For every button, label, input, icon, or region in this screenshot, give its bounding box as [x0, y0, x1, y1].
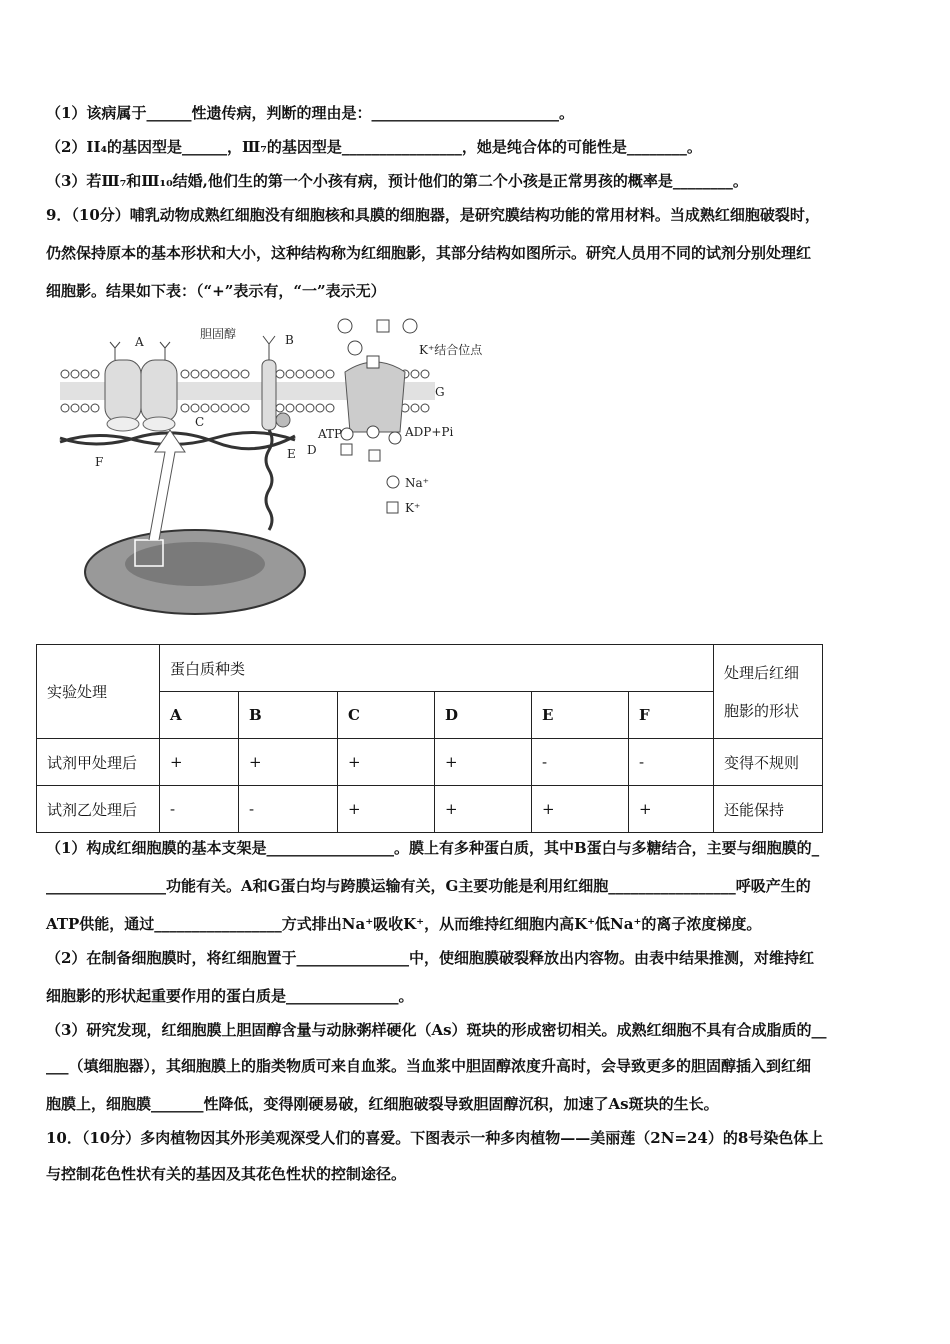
label-adp: ADP+Pi — [405, 425, 454, 439]
table-row — [37, 739, 823, 786]
zoom-arrow — [149, 430, 185, 540]
legend-na: Na⁺ — [405, 476, 429, 490]
row-label: 试剂乙处理后 — [37, 786, 160, 833]
q10-line-1: 10．（10分）多肉植物因其外形美观深受人们的喜爱。下图表示一种多肉植物——美丽莲（2N=24）的8号染色体上 — [46, 1129, 824, 1147]
shape-cell: 还能保持 — [714, 786, 823, 833]
q10-line-2: 与控制花色性状有关的基因及其花色性状的控制途径。 — [46, 1165, 407, 1183]
protein-col-e: E — [532, 692, 629, 739]
cell: + — [338, 786, 435, 833]
label-cholesterol: 胆固醇 — [200, 327, 237, 341]
cell: + — [532, 786, 629, 833]
table-row — [37, 786, 823, 833]
q9-intro-3: 细胞影。结果如下表：（“+”表示有，“一”表示无） — [46, 282, 386, 300]
label-c: C — [195, 415, 205, 429]
cell: + — [435, 786, 532, 833]
membrane-diagram — [55, 312, 535, 622]
protein-g — [345, 362, 405, 432]
label-k-site: K⁺结合位点 — [419, 343, 483, 357]
protein-col-a: A — [160, 692, 239, 739]
header-shape: 处理后红细 胞影的形状 — [714, 645, 823, 739]
q9-sub1-c: ATP供能，通过_________________方式排出Na⁺吸收K⁺，从而维持红细胞内高K⁺低Na⁺的离子浓度梯度。 — [46, 915, 762, 933]
q9-intro-1: 9．（10分）哺乳动物成熟红细胞没有细胞核和具膜的细胞器，是研究膜结构功能的常用材料。当成熟红细胞破裂时， — [46, 206, 820, 224]
header-protein: 蛋白质种类 — [160, 645, 714, 692]
label-a: A — [135, 335, 144, 349]
cell: - — [160, 786, 239, 833]
cell: + — [629, 786, 714, 833]
protein-col-d: D — [435, 692, 532, 739]
cell: + — [338, 739, 435, 786]
protein-c — [107, 417, 139, 431]
q9-sub2-b: 细胞影的形状起重要作用的蛋白质是_______________。 — [46, 987, 414, 1005]
na-legend-icon — [387, 476, 399, 488]
q9-sub3-c: 胞膜上，细胞膜_______性降低，变得刚硬易破，红细胞破裂导致胆固醇沉积，加速了As斑块的生长。 — [46, 1095, 719, 1113]
label-f: F — [95, 455, 104, 469]
label-b: B — [285, 333, 294, 347]
label-atp: ATP — [318, 427, 343, 441]
q9-sub1-a: （1）构成红细胞膜的基本支架是_________________。膜上有多种蛋白质，其中B蛋白与多糖结合，主要与细胞膜的_ — [46, 839, 820, 857]
q8-part3: （3）若Ⅲ₇和Ⅲ₁₀结婚,他们生的第一个小孩有病，预计他们的第二个小孩是正常男孩的概率是________。 — [46, 172, 748, 190]
header-treatment: 实验处理 — [37, 645, 160, 739]
cell: + — [160, 739, 239, 786]
q8-part2: （2）II₄的基因型是______，Ⅲ₇的基因型是________________，她是纯合体的可能性是________。 — [46, 138, 702, 156]
cell: - — [629, 739, 714, 786]
cell: - — [532, 739, 629, 786]
q9-sub1-b: ________________功能有关。A和G蛋白均与跨膜运输有关，G主要功能是利用红细胞_________________呼吸产生的 — [46, 877, 811, 895]
legend-k: K⁺ — [405, 501, 421, 515]
protein-col-f: F — [629, 692, 714, 739]
cell: + — [435, 739, 532, 786]
q9-sub3-a: （3）研究发现，红细胞膜上胆固醇含量与动脉粥样硬化（As）斑块的形成密切相关。成熟红细胞不具有合成脂质的__ — [46, 1021, 827, 1039]
cell: + — [239, 739, 338, 786]
protein-b — [262, 360, 276, 430]
protein-a — [105, 360, 141, 422]
k-legend-icon — [387, 502, 398, 513]
protein-col-c: C — [338, 692, 435, 739]
q8-part1: （1）该病属于______性遗传病，判断的理由是：_________________________。 — [46, 104, 574, 122]
label-g: G — [435, 385, 445, 399]
q9-intro-2: 仍然保持原本的基本形状和大小，这种结构称为红细胞影，其部分结构如图所示。研究人员用不同的试剂分别处理红 — [46, 244, 812, 262]
label-d: D — [307, 443, 317, 457]
results-table — [36, 644, 823, 833]
row-label: 试剂甲处理后 — [37, 739, 160, 786]
q9-sub2-a: （2）在制备细胞膜时，将红细胞置于_______________中，使细胞膜破裂释放出内容物。由表中结果推测，对维持红 — [46, 949, 814, 967]
q9-sub3-b: ___（填细胞器），其细胞膜上的脂类物质可来自血浆。当血浆中胆固醇浓度升高时，会导致更多的胆固醇插入到红细 — [46, 1057, 812, 1075]
cell: - — [239, 786, 338, 833]
protein-d — [276, 413, 290, 427]
shape-cell: 变得不规则 — [714, 739, 823, 786]
protein-col-b: B — [239, 692, 338, 739]
label-e: E — [287, 447, 296, 461]
